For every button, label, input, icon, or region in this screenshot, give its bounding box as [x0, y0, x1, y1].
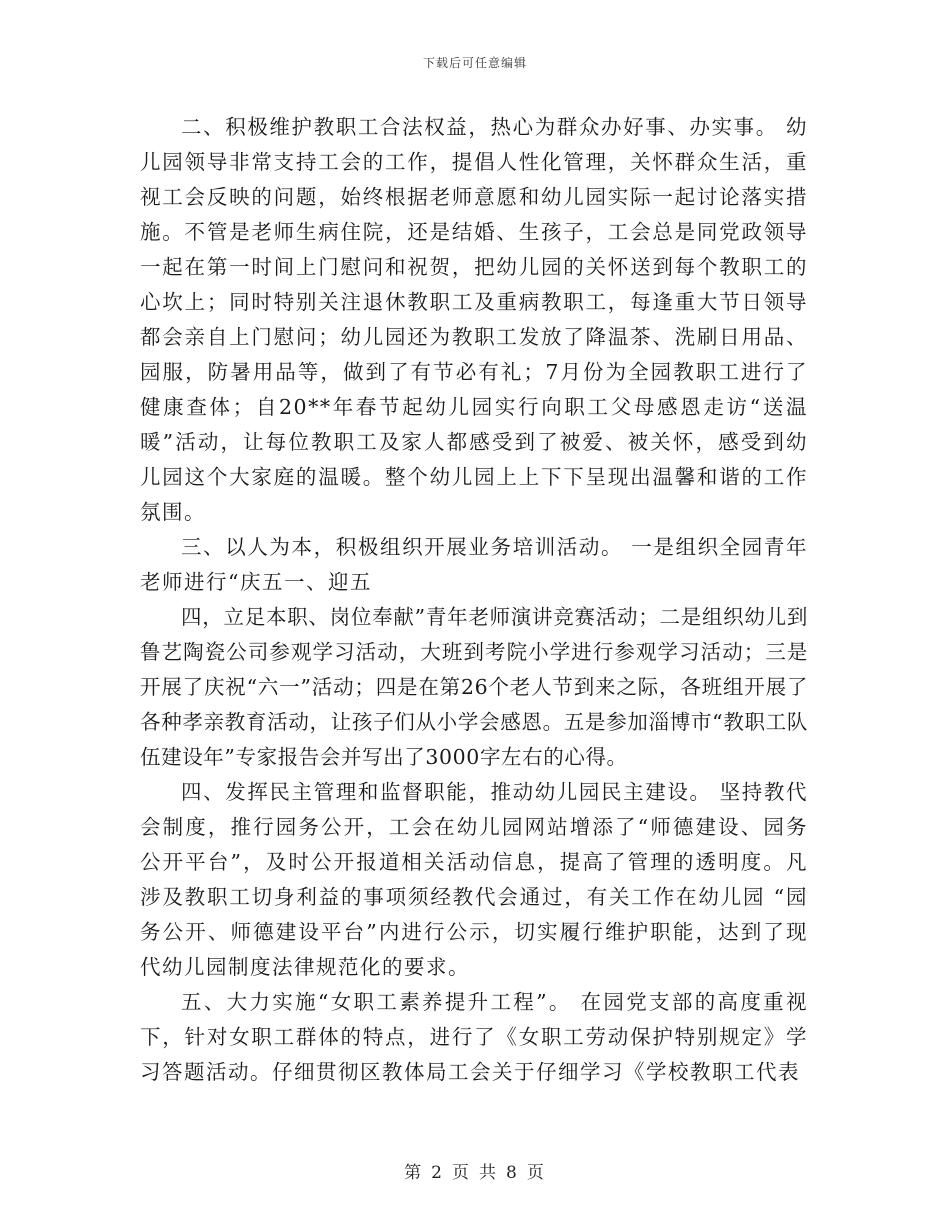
document-body	[140, 110, 808, 1090]
footer-total-prefix: 共	[479, 1163, 498, 1183]
footer-total-unit: 页	[526, 1163, 546, 1183]
page-header-note: 下载后可任意编辑	[422, 56, 527, 70]
paragraph-activities: 四，立足本职、岗位奉献”青年老师演讲竞赛活动；二是组织幼儿到鲁艺陶瓷公司参观学习活动，大班到考院小学进行参观学习活动；三是开展了庆祝“六一”活动；四是在第26个老人节到来之际，各班组开展了各种孝亲教育活动，让孩子们从小学会感恩。五是参加淄博市“教职工队伍建设年”专家报告会并写出了3000字左右的心得。	[140, 605, 808, 769]
footer-prefix: 第	[404, 1163, 424, 1183]
paragraph-training: 三、以人为本，积极组织开展业务培训活动。 一是组织全园青年老师进行“庆五一、迎五	[140, 535, 808, 594]
page-footer	[0, 1158, 950, 1183]
footer-page-number: 2	[431, 1163, 444, 1183]
paragraph-democracy: 四、发挥民主管理和监督职能，推动幼儿园民主建设。 坚持教代会制度，推行园务公开，工会在幼儿园网站增添了“师德建设、园务公开平台”，及时公开报道相关活动信息，提高了管理的透明度。凡涉及教职工切身利益的事项须经教代会通过，有关工作在幼儿园 “园务公开、师德建设平台”内进行公示，切实履行维护职能，达到了现代幼儿园制度法律规范化的要求。	[140, 780, 808, 979]
paragraph-rights: 二、积极维护教职工合法权益，热心为群众办好事、办实事。 幼儿园领导非常支持工会的工作，提倡人性化管理，关怀群众生活，重视工会反映的问题，始终根据老师意愿和幼儿园实际一起讨论落实措施。不管是老师生病住院，还是结婚、生孩子，工会总是同党政领导一起在第一时间上门慰问和祝贺，把幼儿园的关怀送到每个教职工的心坎上；同时特别关注退休教职工及重病教职工，每逢重大节日领导都会亲自上门慰问；幼儿园还为教职工发放了降温茶、洗刷日用品、园服，防暑用品等，做到了有节必有礼；7月份为全园教职工进行了健康查体；自20**年春节起幼儿园实行向职工父母感恩走访“送温暖”活动，让每位教职工及家人都感受到了被爱、被关怀，感受到幼儿园这个大家庭的温暖。整个幼儿园上上下下呈现出温馨和谐的工作氛围。	[140, 115, 808, 524]
footer-page-unit: 页	[452, 1163, 471, 1183]
paragraph-women-staff: 五、大力实施“女职工素养提升工程”。 在园党支部的高度重视下，针对女职工群体的特点，进行了《女职工劳动保护特别规定》学习答题活动。仔细贯彻区教体局工会关于仔细学习《学校教职工代表	[140, 990, 808, 1084]
footer-total-pages: 8	[506, 1163, 519, 1183]
